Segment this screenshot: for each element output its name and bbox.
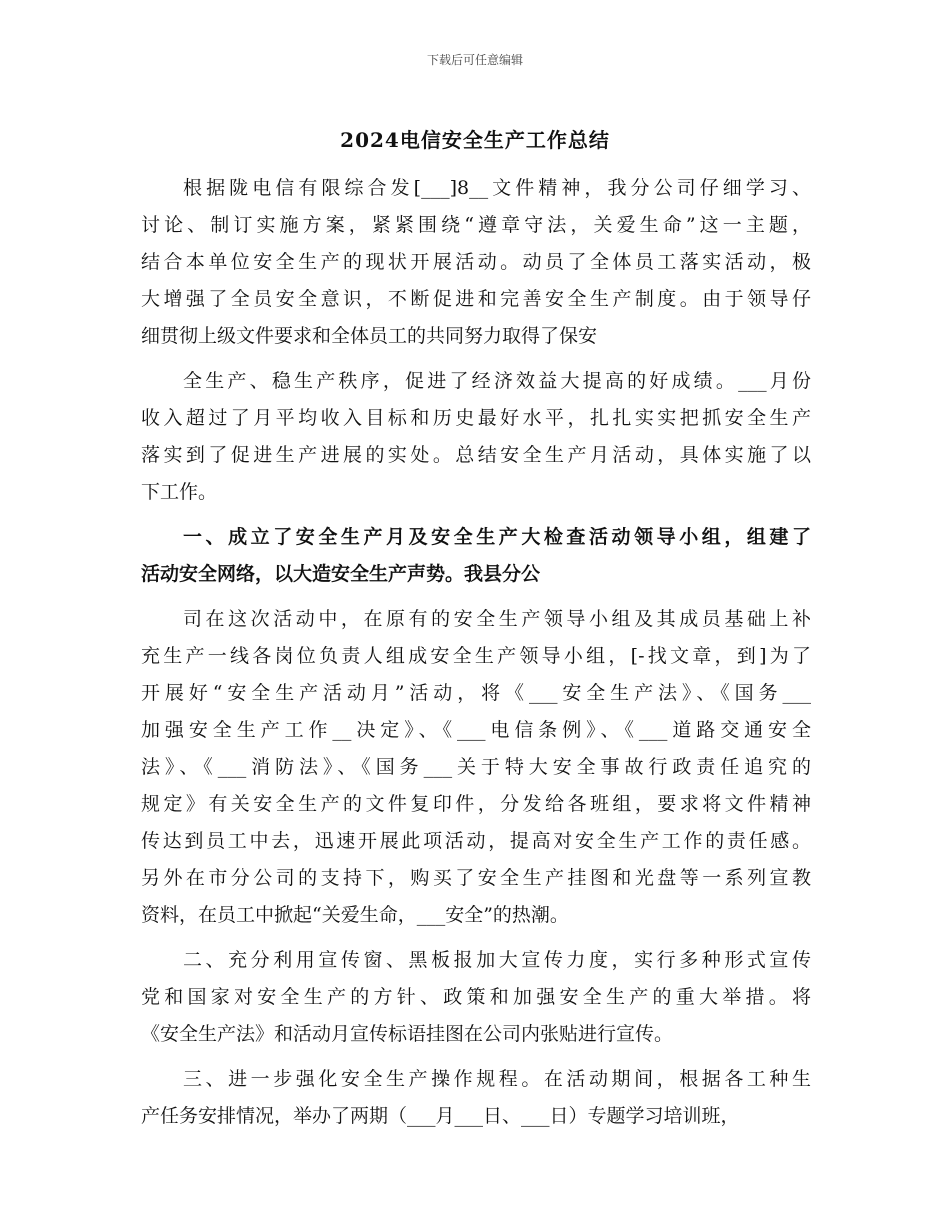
paragraph-line: 产任务安排情况，举办了两期（___月___日、___日）专题学习培训班， (141, 1105, 740, 1127)
paragraph-line: 落实到了促进生产进展的实处。总结安全生产月活动，具体实施了以 (141, 444, 811, 466)
paragraph (141, 601, 811, 934)
paragraph (141, 1061, 811, 1135)
paragraph-line: 资料，在员工中掀起“关爱生命，___安全”的热潮。 (141, 904, 569, 926)
paragraph-line: 活动安全网络，以大造安全生产声势。我县分公 (141, 563, 541, 585)
document-body (141, 170, 811, 1135)
paragraph (141, 363, 811, 511)
paragraph-gap (141, 934, 811, 942)
paragraph-line: 大增强了全员安全意识，不断促进和完善安全生产制度。由于领导仔 (141, 288, 811, 310)
paragraph-line: 收入超过了月平均收入目标和历史最好水平，扎扎实实把抓安全生产 (141, 407, 811, 429)
paragraph-line: 结合本单位安全生产的现状开展活动。动员了全体员工落实活动，极 (141, 251, 811, 273)
paragraph-gap (141, 355, 811, 363)
paragraph (141, 519, 811, 593)
paragraph (141, 170, 811, 355)
paragraph-line: 党和国家对安全生产的方针、政策和加强安全生产的重大举措。将 (141, 986, 811, 1008)
paragraph-line: 另外在市分公司的支持下，购买了安全生产挂图和光盘等一系列宣教 (141, 867, 811, 889)
paragraph-gap (141, 593, 811, 601)
paragraph-line: 全生产、稳生产秩序，促进了经济效益大提高的好成绩。___月份 (183, 370, 811, 392)
paragraph-gap (141, 1053, 811, 1061)
paragraph-line: 二、充分利用宣传窗、黑板报加大宣传力度，实行多种形式宣传 (183, 949, 811, 971)
paragraph-line: 细贯彻上级文件要求和全体员工的共同努力取得了保安 (141, 325, 598, 347)
paragraph-line: 充生产一线各岗位负责人组成安全生产领导小组，[-找文章，到]为了 (141, 645, 811, 667)
paragraph-gap (141, 511, 811, 519)
paragraph-line: 加强安全生产工作__决定》、《___电信条例》、《___道路交通安全 (141, 719, 811, 741)
paragraph-line: 一、成立了安全生产月及安全生产大检查活动领导小组，组建了 (183, 526, 811, 548)
paragraph (141, 942, 811, 1053)
paragraph-line: 规定》有关安全生产的文件复印件，分发给各班组，要求将文件精神 (141, 793, 811, 815)
paragraph-line: 司在这次活动中，在原有的安全生产领导小组及其成员基础上补 (183, 608, 811, 630)
paragraph-line: 三、进一步强化安全生产操作规程。在活动期间，根据各工种生 (183, 1068, 811, 1090)
paragraph-line: 开展好“安全生产活动月”活动，将《___安全生产法》、《国务___ (141, 682, 811, 704)
paragraph-line: 根据陇电信有限综合发[___]8__文件精神，我分公司仔细学习、 (183, 177, 811, 199)
document-title: 2024电信安全生产工作总结 (340, 128, 610, 152)
paragraph-line: 下工作。 (141, 481, 218, 503)
page-header-note: 下载后可任意编辑 (426, 53, 523, 67)
paragraph-line: 《安全生产法》和活动月宣传标语挂图在公司内张贴进行宣传。 (141, 1023, 674, 1045)
paragraph-line: 法》、《___消防法》、《国务___关于特大安全事故行政责任追究的 (141, 756, 811, 778)
paragraph-line: 讨论、制订实施方案，紧紧围绕“遵章守法，关爱生命”这一主题， (141, 214, 811, 236)
paragraph-line: 传达到员工中去，迅速开展此项活动，提高对安全生产工作的责任感。 (141, 830, 811, 852)
